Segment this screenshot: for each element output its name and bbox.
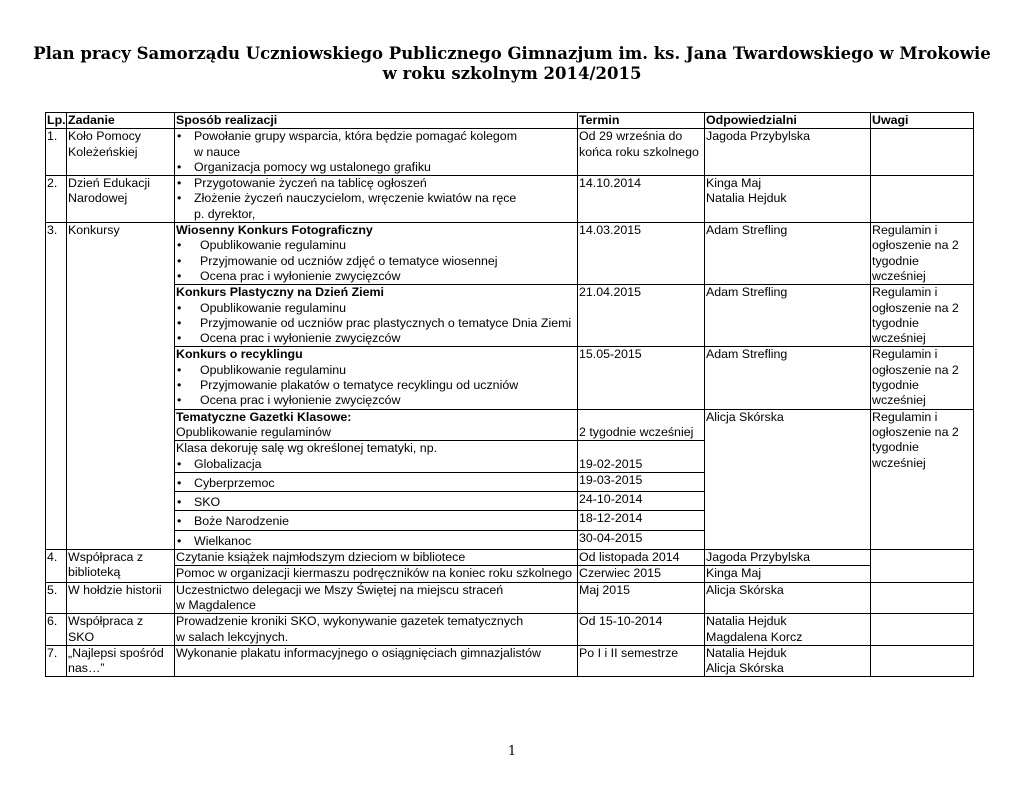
title-line-1: Plan pracy Samorządu Uczniowskiego Publicznego Gimnazjum im. ks. Jana Twardowskiego w Mrokowie (33, 44, 991, 63)
responsible-person: Natalia Hejduk (706, 614, 787, 629)
responsible-cell: Jagoda Przybylska (705, 129, 871, 176)
responsible-person: Alicja Skórska (706, 661, 784, 676)
table-row (46, 176, 974, 223)
list-item: • Przygotowanie życzeń na tablicę ogłoszeń (176, 176, 576, 191)
list-item: • Przyjmowanie od uczniów zdjęć o tematyce wiosennej (176, 254, 576, 269)
method-cell (175, 530, 578, 549)
contest-title: Konkurs o recyklingu (176, 347, 303, 362)
notes-cell (871, 582, 974, 614)
method-cell: Wykonanie plakatu informacyjnego o osiągnięciach gimnazjalistów (175, 645, 578, 677)
method-cell (175, 347, 578, 409)
header-zadanie: Zadanie (67, 113, 175, 129)
contest-title: Tematyczne Gazetki Klasowe: (176, 409, 352, 424)
deadline-cell: Od listopada 2014 (578, 550, 705, 566)
deadline-cell: 18-12-2014 (578, 511, 705, 530)
list-item: • Ocena prac i wyłonienie zwycięzców (176, 393, 576, 408)
deadline-cell: 19-02-2015 (578, 441, 705, 473)
list-item: • Przyjmowanie od uczniów prac plastycznych o tematyce Dnia Ziemi (176, 316, 576, 331)
method-line: Prowadzenie kroniki SKO, wykonywanie gazetek tematycznych (176, 614, 524, 629)
task-line: Współpraca z (68, 614, 144, 629)
task-cell: Konkursy (67, 223, 175, 550)
header-odpowiedzialni: Odpowiedzialni (705, 113, 871, 129)
task-cell: Dzień Edukacji Narodowej (67, 176, 175, 223)
responsible-person: Natalia Hejduk (706, 645, 787, 660)
method-cell: Czytanie książek najmłodszym dzieciom w bibliotece (175, 550, 578, 566)
list-item: • Opublikowanie regulaminu (176, 363, 576, 378)
method-cell (175, 511, 578, 530)
notes-cell: Regulamin i ogłoszenie na 2 tygodnie wcześniej (871, 347, 974, 409)
task-line: SKO (68, 629, 95, 644)
notes-cell (871, 550, 974, 583)
list-item: • Globalizacja (176, 457, 576, 472)
table-header-row (46, 113, 974, 129)
responsible-cell (705, 176, 871, 223)
task-cell (67, 614, 175, 646)
deadline-cell: Po I i II semestrze (578, 645, 705, 677)
deadline-cell: Czerwiec 2015 (578, 566, 705, 582)
responsible-person: Kinga Maj (706, 176, 762, 191)
work-plan-table (45, 112, 974, 677)
list-item: • Wielkanoc (176, 534, 576, 549)
responsible-cell: Jagoda Przybylska (705, 550, 871, 566)
title-line-2: w roku szkolnym 2014/2015 (382, 64, 642, 83)
method-line: w salach lekcyjnych. (176, 629, 289, 644)
table-row (46, 550, 974, 566)
row-number: 6. (46, 614, 67, 646)
header-termin: Termin (578, 113, 705, 129)
method-cell (175, 223, 578, 285)
responsible-cell: Adam Strefling (705, 347, 871, 409)
row-number: 1. (46, 129, 67, 176)
row-number: 3. (46, 223, 67, 550)
notes-cell (871, 614, 974, 646)
notes-cell (871, 129, 974, 176)
deadline-cell: 2 tygodnie wcześniej (578, 409, 705, 441)
responsible-cell (705, 614, 871, 646)
task-cell: Koło Pomocy Koleżeńskiej (67, 129, 175, 176)
method-cell (175, 614, 578, 646)
list-item: • Powołanie grupy wsparcia, która będzie pomagać kolegom (176, 129, 576, 144)
responsible-cell: Adam Strefling (705, 223, 871, 285)
notes-cell (871, 645, 974, 677)
page-number: 1 (507, 744, 517, 759)
table-row (46, 409, 974, 441)
table-row (46, 129, 974, 176)
deadline-cell: 21.04.2015 (578, 285, 705, 347)
responsible-cell: Alicja Skórska (705, 582, 871, 614)
table-row (46, 223, 974, 285)
list-item: • Opublikowanie regulaminu (176, 238, 576, 253)
list-item: • Złożenie życzeń nauczycielom, wręczenie kwiatów na ręce (176, 191, 576, 206)
method-line: Klasa dekoruję salę wg określonej tematyki, np. (176, 441, 438, 456)
row-number: 2. (46, 176, 67, 223)
notes-cell (871, 176, 974, 223)
header-uwagi: Uwagi (871, 113, 974, 129)
method-cell (175, 472, 578, 491)
list-item: • Ocena prac i wyłonienie zwycięzców (176, 331, 576, 346)
contest-title: Wiosenny Konkurs Fotograficzny (176, 223, 373, 238)
method-cell (175, 492, 578, 511)
deadline-cell: 19-03-2015 (578, 472, 705, 491)
header-lp: Lp. (47, 113, 66, 127)
task-cell: „Najlepsi spośród nas…” (67, 645, 175, 677)
list-item: • Opublikowanie regulaminu (176, 301, 576, 316)
list-item: • Przyjmowanie plakatów o tematyce recyklingu od uczniów (176, 378, 576, 393)
table-row (46, 285, 974, 347)
deadline-cell: 15.05-2015 (578, 347, 705, 409)
row-number: 5. (46, 582, 67, 614)
notes-cell: Regulamin i ogłoszenie na 2 tygodnie wcześniej (871, 409, 974, 549)
responsible-cell: Adam Strefling (705, 285, 871, 347)
list-item: • Cyberprzemoc (176, 476, 576, 491)
deadline-cell: 30-04-2015 (578, 530, 705, 549)
table-row (46, 614, 974, 646)
responsible-cell (705, 645, 871, 677)
list-item-continuation: w nauce (194, 144, 241, 159)
method-line: w Magdalence (176, 597, 256, 612)
method-line: Uczestnictwo delegacji we Mszy Świętej na miejscu straceń (176, 582, 504, 597)
task-cell: W hołdzie historii (67, 582, 175, 614)
method-cell (175, 285, 578, 347)
method-cell (175, 582, 578, 614)
task-cell: Współpraca z biblioteką (67, 550, 175, 583)
row-number: 4. (46, 550, 67, 583)
contest-title: Konkurs Plastyczny na Dzień Ziemi (176, 285, 384, 300)
responsible-person: Natalia Hejduk (706, 191, 787, 206)
table-row (46, 645, 974, 677)
header-sposob: Sposób realizacji (175, 113, 578, 129)
list-item: • SKO (176, 495, 576, 510)
method-cell (175, 129, 578, 176)
deadline-cell: Maj 2015 (578, 582, 705, 614)
table-row (46, 566, 974, 582)
deadline-cell: 14.10.2014 (578, 176, 705, 223)
deadline-cell: Od 15-10-2014 (578, 614, 705, 646)
list-item-continuation: p. dyrektor, (194, 206, 256, 221)
row-number: 7. (46, 645, 67, 677)
notes-cell: Regulamin i ogłoszenie na 2 tygodnie wcześniej (871, 223, 974, 285)
table-row (46, 347, 974, 409)
method-cell (175, 409, 578, 441)
table-row (46, 582, 974, 614)
deadline-cell: Od 29 września do końca roku szkolnego (578, 129, 705, 176)
document-title (0, 44, 1024, 84)
list-item: • Ocena prac i wyłonienie zwycięzców (176, 269, 576, 284)
deadline-cell: 24-10-2014 (578, 492, 705, 511)
responsible-cell: Alicja Skórska (705, 409, 871, 549)
method-cell: Pomoc w organizacji kiermaszu podręczników na koniec roku szkolnego (175, 566, 578, 582)
list-item: • Boże Narodzenie (176, 514, 576, 529)
responsible-person: Magdalena Korcz (706, 629, 803, 644)
method-cell (175, 441, 578, 473)
method-cell (175, 176, 578, 223)
notes-cell: Regulamin i ogłoszenie na 2 tygodnie wcześniej (871, 285, 974, 347)
list-item: • Organizacja pomocy wg ustalonego grafiku (176, 160, 576, 175)
deadline-cell: 14.03.2015 (578, 223, 705, 285)
method-line: Opublikowanie regulaminów (176, 424, 331, 439)
responsible-cell: Kinga Maj (705, 566, 871, 582)
